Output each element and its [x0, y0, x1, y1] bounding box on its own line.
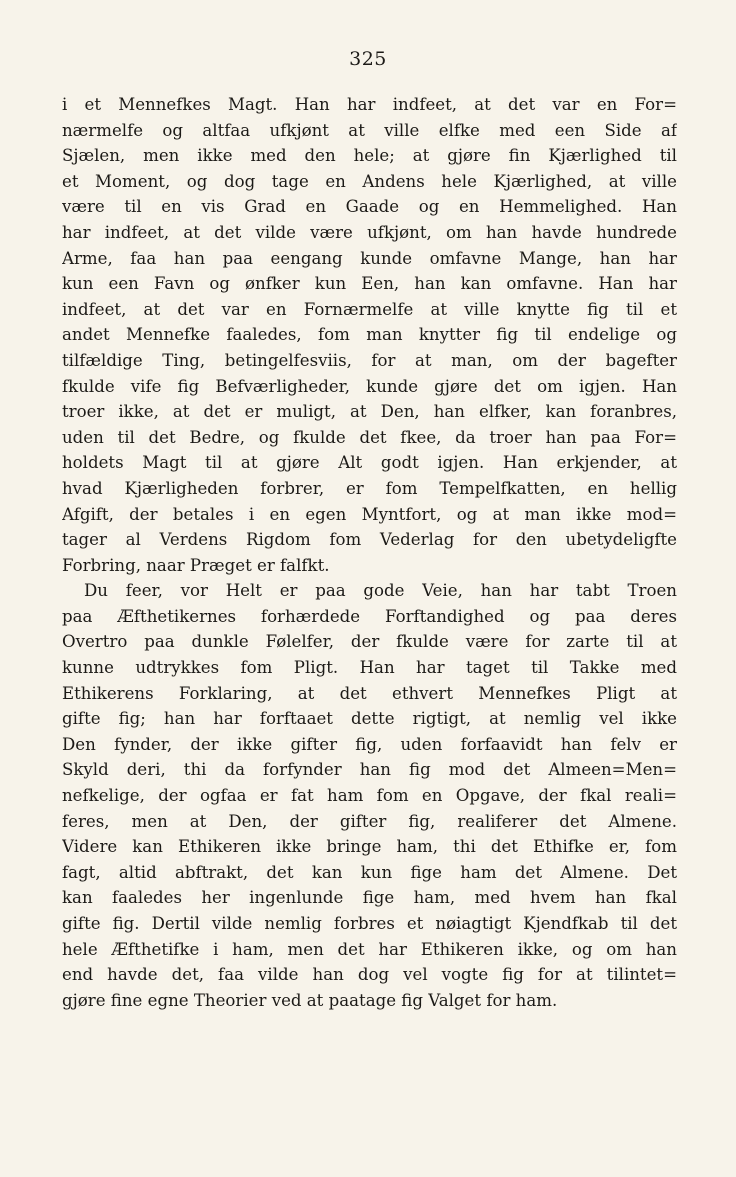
text-line: Forbring, naar Præget er falfkt.	[62, 555, 330, 575]
text-line: andet Mennefke faaledes, fom man knytter fig til endelige og	[62, 325, 677, 345]
text-line: Den fynder, der ikke gifter fig, uden forfaavidt han felv er	[62, 734, 677, 754]
page-number: 325	[349, 48, 387, 70]
text-line: kan faaledes her ingenlunde fige ham, med hvem han fkal	[62, 888, 677, 908]
text-line: gjøre fine egne Theorier ved at paatage fig Valget for ham.	[62, 990, 558, 1010]
text-line: Sjælen, men ikke med den hele; at gjøre fin Kjærlighed til	[62, 146, 677, 166]
text-line: tilfældige Ting, betingelfesviis, for at man, om der bagefter	[62, 350, 677, 370]
text-line: holdets Magt til at gjøre Alt godt igjen. Han erkjender, at	[62, 453, 677, 473]
text-line: Du feer, vor Helt er paa gode Veie, han har tabt Troen	[84, 581, 677, 601]
text-line: hvad Kjærligheden forbrer, er fom Tempelfkatten, en hellig	[62, 478, 677, 498]
text-line: feres, men at Den, der gifter fig, realiferer det Almene.	[62, 811, 677, 831]
text-line: uden til det Bedre, og fkulde det fkee, da troer han paa For=	[62, 427, 677, 447]
text-line: Arme, faa han paa eengang kunde omfavne Mange, han har	[62, 248, 677, 268]
text-line: nefkelige, der ogfaa er fat ham fom en Opgave, der fkal reali=	[62, 786, 677, 806]
text-line: paa Æfthetikernes forhærdede Forftandighed og paa deres	[62, 606, 677, 626]
text-line: tager al Verdens Rigdom fom Vederlag for den ubetydeligfte	[62, 530, 677, 550]
text-line: Overtro paa dunkle Følelfer, der fkulde være for zarte til at	[62, 632, 677, 652]
text-line: end havde det, faa vilde han dog vel vogte fig for at tilintet=	[62, 965, 677, 985]
body-text	[62, 92, 677, 1013]
text-line: fagt, altid abftrakt, det kan kun fige ham det Almene. Det	[62, 862, 677, 882]
text-line: gifte fig. Dertil vilde nemlig forbres et nøiagtigt Kjendfkab til det	[62, 914, 677, 933]
text-line: Skyld deri, thi da forfynder han fig mod det Almeen=Men=	[62, 760, 677, 780]
text-line: være til en vis Grad en Gaade og en Hemmelighed. Han	[62, 197, 677, 217]
text-line: kun een Favn og ønfker kun Een, han kan omfavne. Han har	[62, 274, 677, 294]
text-line: hele Æfthetifke i ham, men det har Ethikeren ikke, og om han	[62, 939, 677, 959]
text-line: et Moment, og dog tage en Andens hele Kjærlighed, at ville	[62, 171, 677, 191]
text-line: Ethikerens Forklaring, at det ethvert Mennefkes Pligt at	[62, 683, 677, 703]
text-line: nærmelfe og altfaa ufkjønt at ville elfke med een Side af	[62, 120, 677, 140]
text-line: har indfeet, at det vilde være ufkjønt, om han havde hundrede	[62, 222, 677, 242]
text-line: i et Mennefkes Magt. Han har indfeet, at det var en For=	[62, 95, 677, 114]
text-line: troer ikke, at det er muligt, at Den, han elfker, kan foranbres,	[62, 402, 677, 422]
text-line: indfeet, at det var en Fornærmelfe at ville knytte fig til et	[62, 299, 677, 319]
text-line: fkulde vife fig Befværligheder, kunde gjøre det om igjen. Han	[62, 376, 677, 396]
text-line: gifte fig; han har forftaaet dette rigtigt, at nemlig vel ikke	[62, 709, 677, 729]
text-line: Afgift, der betales i en egen Myntfort, og at man ikke mod=	[62, 504, 677, 524]
text-line: kunne udtrykkes fom Pligt. Han har taget til Takke med	[62, 658, 677, 678]
text-line: Videre kan Ethikeren ikke bringe ham, thi det Ethifke er, fom	[62, 837, 677, 857]
